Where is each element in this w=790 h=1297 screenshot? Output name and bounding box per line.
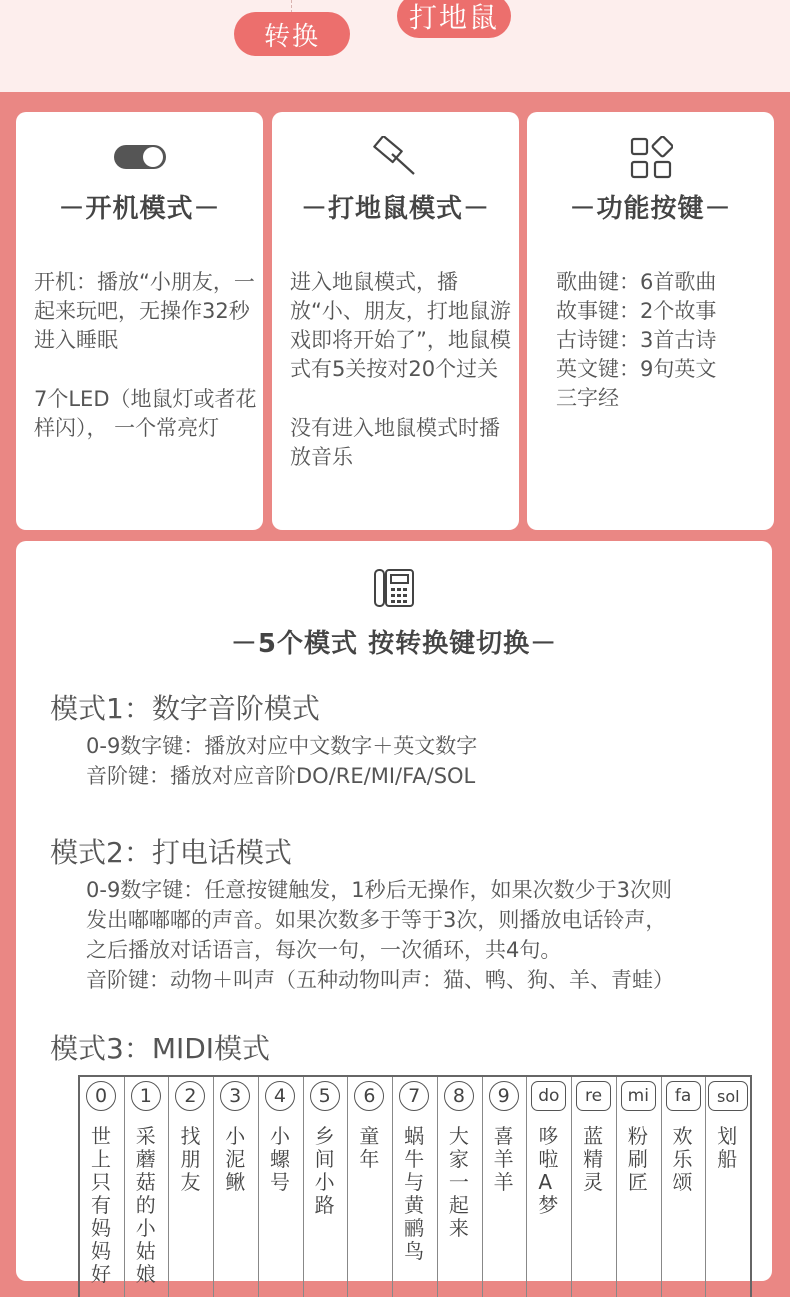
card-title: －打地鼠模式－ [300, 194, 490, 224]
card-title: －开机模式－ [58, 194, 221, 224]
function-line: 歌曲键：6首歌曲 [556, 270, 717, 294]
key-sol[interactable]: sol [708, 1081, 748, 1111]
midi-column [169, 1077, 214, 1297]
song-name: 找朋友 [180, 1124, 201, 1194]
midi-column [304, 1077, 349, 1297]
midi-column [80, 1077, 125, 1297]
midi-column [259, 1077, 304, 1297]
midi-table [78, 1075, 752, 1297]
midi-column [348, 1077, 393, 1297]
key-5[interactable]: 5 [310, 1081, 340, 1111]
midi-column [617, 1077, 662, 1297]
card-text: 7个LED（地鼠灯或者花样闪）， 一个常亮灯 [34, 387, 257, 440]
mode-line: 0-9数字键：任意按键触发，1秒后无操作，如果次数少于3次则 [86, 878, 673, 902]
song-name: 粉刷匠 [627, 1124, 648, 1194]
midi-column [393, 1077, 438, 1297]
midi-column [662, 1077, 707, 1297]
whack-mode-card [272, 112, 519, 530]
card-title: －5个模式 按转换键切换－ [230, 629, 558, 659]
function-line: 英文键：9句英文 [556, 357, 717, 381]
key-7[interactable]: 7 [399, 1081, 429, 1111]
key-fa[interactable]: fa [666, 1081, 701, 1111]
mode-line: 音阶键：播放对应音阶DO/RE/MI/FA/SOL [86, 764, 476, 788]
midi-column [214, 1077, 259, 1297]
key-4[interactable]: 4 [265, 1081, 295, 1111]
midi-column [572, 1077, 617, 1297]
key-re[interactable]: re [576, 1081, 611, 1111]
song-name: 采蘑菇的小姑娘 [135, 1124, 156, 1286]
function-line: 三字经 [556, 386, 619, 410]
key-3[interactable]: 3 [220, 1081, 250, 1111]
song-name: 小螺号 [269, 1124, 290, 1194]
key-0[interactable]: 0 [86, 1081, 116, 1111]
song-name: 蓝精灵 [583, 1124, 604, 1194]
midi-column [125, 1077, 170, 1297]
midi-column [527, 1077, 572, 1297]
song-name: 划船 [717, 1124, 738, 1171]
mode2-title: 模式2：打电话模式 [50, 836, 292, 869]
convert-button[interactable]: 转换 [234, 12, 350, 56]
function-keys-card [527, 112, 774, 530]
function-line: 古诗键：3首古诗 [556, 328, 717, 352]
mode-line: 0-9数字键：播放对应中文数字＋英文数字 [86, 734, 478, 758]
mode-line: 发出嘟嘟嘟的声音。如果次数多于等于3次，则播放电话铃声， [86, 908, 667, 932]
power-mode-card [16, 112, 263, 530]
song-name: 小泥鳅 [225, 1124, 246, 1194]
mode-line: 之后播放对话语言，每次一句，一次循环，共4句。 [86, 938, 562, 962]
song-name: 喜羊羊 [493, 1124, 514, 1194]
key-6[interactable]: 6 [354, 1081, 384, 1111]
mode3-title: 模式3：MIDI模式 [50, 1032, 271, 1065]
song-name: 乡间小路 [314, 1124, 335, 1217]
song-name: 童年 [359, 1124, 380, 1171]
key-9[interactable]: 9 [489, 1081, 519, 1111]
five-modes-card [16, 541, 772, 1286]
song-name: 哆啦A梦 [538, 1124, 559, 1217]
apps-grid-icon [527, 136, 774, 178]
phone-icon [16, 567, 772, 609]
key-do[interactable]: do [531, 1081, 566, 1111]
song-name: 大家一起来 [448, 1124, 469, 1240]
hammer-icon [272, 136, 519, 178]
midi-column [706, 1077, 750, 1297]
card-text: 没有进入地鼠模式时播放音乐 [290, 416, 500, 469]
midi-column [438, 1077, 483, 1297]
song-name: 蜗牛与黄鹂鸟 [404, 1124, 425, 1263]
mode1-title: 模式1：数字音阶模式 [50, 692, 320, 725]
midi-column [483, 1077, 528, 1297]
function-line: 故事键：2个故事 [556, 299, 717, 323]
card-text: 进入地鼠模式，播放“小、朋友，打地鼠游戏即将开始了”，地鼠模式有5关按对20个过关 [290, 270, 511, 381]
key-1[interactable]: 1 [131, 1081, 161, 1111]
top-band [0, 0, 790, 92]
mode-line: 音阶键：动物＋叫声（五种动物叫声：猫、鸭、狗、羊、青蛙） [86, 968, 674, 992]
card-title: －功能按键－ [569, 194, 732, 224]
toggle-icon [16, 136, 263, 178]
card-text: 开机：播放“小朋友，一起来玩吧，无操作32秒进入睡眠 [34, 270, 255, 352]
key-mi[interactable]: mi [621, 1081, 656, 1111]
key-2[interactable]: 2 [175, 1081, 205, 1111]
key-8[interactable]: 8 [444, 1081, 474, 1111]
song-name: 欢乐颂 [672, 1124, 693, 1194]
whack-mole-button[interactable]: 打地鼠 [397, 0, 511, 38]
song-name: 世上只有妈妈好 [91, 1124, 111, 1286]
